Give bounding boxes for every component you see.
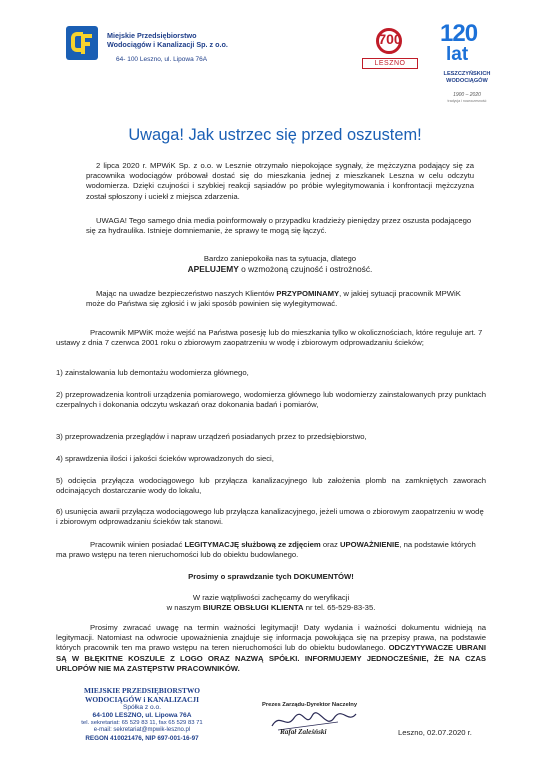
paragraph-verification: W razie wątpliwości zachęcamy do weryfikacji w naszym BIURZE OBSŁUGI KLIENTA nr tel. 65-529-83-35. xyxy=(166,593,376,613)
paragraph-documents: Pracownik winien posiadać LEGITYMACJĘ służbową ze zdjęciem oraz UPOWAŻNIENIE, na podstawie których ma prawo wstępu na teren nieruchomości lub do obiektu budowlanego. xyxy=(56,540,476,560)
paragraph-incident: 2 lipca 2020 r. MPWiK Sp. z o.o. w Lesznie otrzymało niepokojące sygnały, że mężczyzna podający się za pracownika wodociągów próbował dostać się do mieszkania jednej z mieszkanek Leszna w celu odczytu wodomierza. Dzięki czujności i szybkiej reakcji sąsiadów po próbie wylegitymowania i konfrontacji mężczyzna został spłoszony i uciekł z miejsca zdarzenia. xyxy=(86,161,474,201)
list-item: 1) zainstalowania lub demontażu wodomierza głównego, xyxy=(56,368,249,377)
signatory-name: Rafał Zaleśński xyxy=(280,728,327,736)
leszno-city-logo: 700 LESZNO xyxy=(362,22,418,70)
company-address: 64- 100 Leszno, ul. Lipowa 76A xyxy=(116,56,208,63)
list-item: 2) przeprowadzenia kontroli urządzenia pomiarowego, wodomierza głównego lub wodomierzy zainstalowanych przy punktach czerpalnych i dokonania odczytu wskazań oraz dokonania badań i pomiarów, xyxy=(56,390,486,410)
paragraph-reminder: Mając na uwadze bezpieczeństwo naszych Klientów PRZYPOMINAMY, w jakiej sytuacji pracownik MPWiK może do Państwa się zgłosić i w jaki sposób powinien się wylegitymować. xyxy=(86,289,461,309)
signature-block xyxy=(262,702,372,736)
page-title: Uwaga! Jak ustrzec się przed oszustem! xyxy=(128,126,422,144)
company-stamp: MIEJSKIE PRZEDSIĘBIORSTWO WODOCIĄGÓW i KANALIZACJI Spółka z o.o. 64-100 LESZNO, ul. Lipowa 76A tel. sekretariat: 65 529 83 11, fax 65 529 83 71 e-mail: sekretariat@mpwik-leszno.pl REGON 410021476, NIP 697-001-16-97 xyxy=(81,686,203,743)
list-item: 3) przeprowadzenia przeglądów i napraw urządzeń posiadanych przez to przedsiębiorstwo, xyxy=(56,432,367,441)
place-date: Leszno, 02.07.2020 r. xyxy=(398,728,472,737)
paragraph-legal-basis: Pracownik MPWiK może wejść na Państwa posesję lub do mieszkania tylko w okolicznościach, które reguluje art. 7 ustawy z dnia 7 czerwca 2001 roku o zbiorowym zaopatrzeniu w wodę i zbiorowym odprowadzaniu ścieków; xyxy=(56,328,483,348)
paragraph-appeal: Bardzo zaniepokoiła nas ta sytuacja, dlatego APELUJEMY o wzmożoną czujność i ostrożność. xyxy=(187,254,373,275)
paragraph-validity: Prosimy zwracać uwagę na termin ważności legitymacji! Daty wydania i ważności dokumentu widnieją na legitymacji. Natomiast na odwrocie upoważnienia znajduje się informacja powołująca się na przepisy prawa, na podstawie których pracownik ten ma prawo wstępu na teren nieruchomości lub do obiektu budowlanego. ODCZYTYWACZE UBRANI SĄ W BŁĘKITNE KOSZULE Z LOGO ORAZ NAZWĄ SPÓŁKI. INFORMUJEMY JEDNOCZEŚNIE, ŻE NA CZAS URLOPÓW NIE MA ZASTĘPSTW PRACOWNIKÓW. xyxy=(56,623,486,673)
paragraph-warning: UWAGA! Tego samego dnia media poinformowały o przypadku kradzieży pieniędzy przez oszusta podającego się za hydraulika. Istnieje domniemanie, że sprawy te mogą się łączyć. xyxy=(86,216,472,236)
mpwik-logo-icon xyxy=(66,26,98,60)
list-item: 5) odcięcia przyłącza wodociągowego lub przyłącza kanalizacyjnego lub założenia plomb na zamkniętych zaworach odcinających dostarczanie wody do lokalu, xyxy=(56,476,486,496)
signatory-role: Prezes Zarządu-Dyrektor Naczelny xyxy=(262,702,358,708)
list-item: 4) sprawdzenia ilości i jakości ścieków wprowadzonych do sieci, xyxy=(56,454,274,463)
anniversary-logo: 120 lat LESZCZYŃSKICH WODOCIĄGÓW 1900 – 2020 tradycja i nowoczesność xyxy=(440,20,491,103)
list-item: 6) usunięcia awarii przyłącza wodociągowego lub przyłącza kanalizacyjnego, jeżeli umowa o zbiorowym zaopatrzeniu w wodę i zbiorowym odprowadzaniu ścieków tak stanowi. xyxy=(56,507,484,527)
company-name: Miejskie Przedsiębiorstwo Wodociągów i Kanalizacji Sp. z o.o. xyxy=(107,31,228,49)
paragraph-check-documents: Prosimy o sprawdzanie tych DOKUMENTÓW! xyxy=(188,572,354,581)
